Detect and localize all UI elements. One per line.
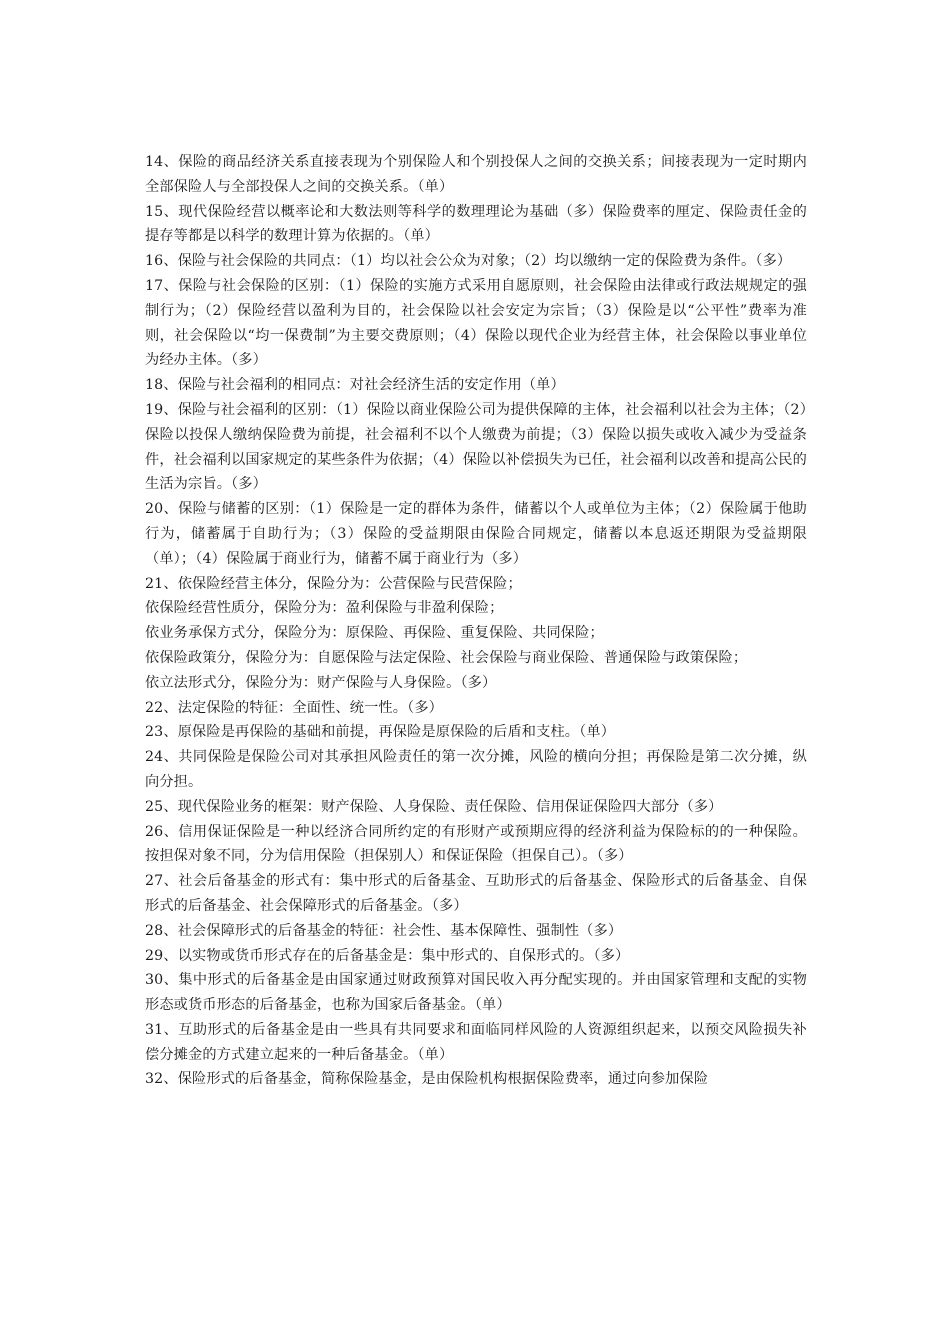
paragraph-30: 30、集中形式的后备基金是由国家通过财政预算对国民收入再分配实现的。并由国家管理和支配的实物形态或货币形态的后备基金，也称为国家后备基金。（单） — [145, 972, 807, 1014]
paragraph-31: 31、互助形式的后备基金是由一些具有共同要求和面临同样风险的人资源组织起来，以预交风险损失补偿分摊金的方式建立起来的一种后备基金。（单） — [145, 1021, 807, 1063]
paragraph-25: 25、现代保险业务的框架：财产保险、人身保险、责任保险、信用保证保险四大部分（多） — [145, 798, 723, 815]
paragraph-26: 26、信用保证保险是一种以经济合同所约定的有形财产或预期应得的经济利益为保险标的的一种保险。按担保对象不同，分为信用保险（担保别人）和保证保险（担保自己）。（多） — [145, 823, 807, 865]
paragraph-28: 28、社会保障形式的后备基金的特征：社会性、基本保障性、强制性（多） — [145, 922, 623, 939]
paragraph-17: 17、保险与社会保险的区别：（1）保险的实施方式采用自愿原则，社会保险由法律或行政法规规定的强制行为；（2）保险经营以盈利为目的，社会保险以社会安定为宗旨；（3）保险是以“公平性”费率为准则，社会保险以“均一保费制”为主要交费原则；（4）保险以现代企业为经营主体，社会保险以事业单位为经办主体。（多） — [145, 277, 807, 369]
document-body — [145, 150, 807, 1092]
paragraph-23: 23、原保险是再保险的基础和前提，再保险是原保险的后盾和支柱。（单） — [145, 724, 616, 741]
paragraph-21-line-5: 依立法形式分，保险分为：财产保险与人身保险。（多） — [145, 674, 497, 691]
paragraph-19: 19、保险与社会福利的区别：（1）保险以商业保险公司为提供保障的主体，社会福利以社会为主体；（2）保险以投保人缴纳保险费为前提，社会福利不以个人缴费为前提；（3）保险以损失或收入减少为受益条件，社会福利以国家规定的某些条件为依据；（4）保险以补偿损失为已任，社会福利以改善和提高公民的生活为宗旨。（多） — [145, 401, 807, 493]
paragraph-21-line-3: 依业务承保方式分，保险分为：原保险、再保险、重复保险、共同保险； — [145, 625, 604, 642]
paragraph-14: 14、保险的商品经济关系直接表现为个别保险人和个别投保人之间的交换关系；间接表现为一定时期内全部保险人与全部投保人之间的交换关系。（单） — [145, 154, 807, 195]
paragraph-32: 32、保险形式的后备基金，简称保险基金，是由保险机构根据保险费率，通过向参加保险 — [145, 1071, 709, 1088]
paragraph-18: 18、保险与社会福利的相同点：对社会经济生活的安定作用（单） — [145, 377, 565, 394]
paragraph-22: 22、法定保险的特征：全面性、统一性。（多） — [145, 699, 444, 716]
paragraph-20: 20、保险与储蓄的区别：（1）保险是一定的群体为条件，储蓄以个人或单位为主体；（2）保险属于他助行为，储蓄属于自助行为；（3）保险的受益期限由保险合同规定，储蓄以本息返还期限为受益期限（单）；（4）保险属于商业行为，储蓄不属于商业行为（多） — [145, 501, 807, 567]
paragraph-21: 21、依保险经营主体分，保险分为：公营保险与民营保险； — [145, 575, 522, 592]
paragraph-24: 24、共同保险是保险公司对其承担风险责任的第一次分摊，风险的横向分担；再保险是第二次分摊，纵向分担。 — [145, 749, 807, 790]
paragraph-16: 16、保险与社会保险的共同点：（1）均以社会公众为对象；（2）均以缴纳一定的保险费为条件。（多） — [145, 253, 792, 270]
paragraph-29: 29、以实物或货币形式存在的后备基金是：集中形式的、自保形式的。（多） — [145, 947, 630, 964]
paragraph-21-line-4: 依保险政策分，保险分为：自愿保险与法定保险、社会保险与商业保险、普通保险与政策保险； — [145, 649, 748, 666]
paragraph-21-line-2: 依保险经营性质分，保险分为：盈利保险与非盈利保险； — [145, 600, 504, 617]
paragraph-15: 15、现代保险经营以概率论和大数法则等科学的数理理论为基础（多）保险费率的厘定、保险责任金的提存等都是以科学的数理计算为依据的。（单） — [145, 203, 807, 245]
paragraph-27: 27、社会后备基金的形式有：集中形式的后备基金、互助形式的后备基金、保险形式的后备基金、自保形式的后备基金、社会保障形式的后备基金。（多） — [145, 873, 807, 914]
